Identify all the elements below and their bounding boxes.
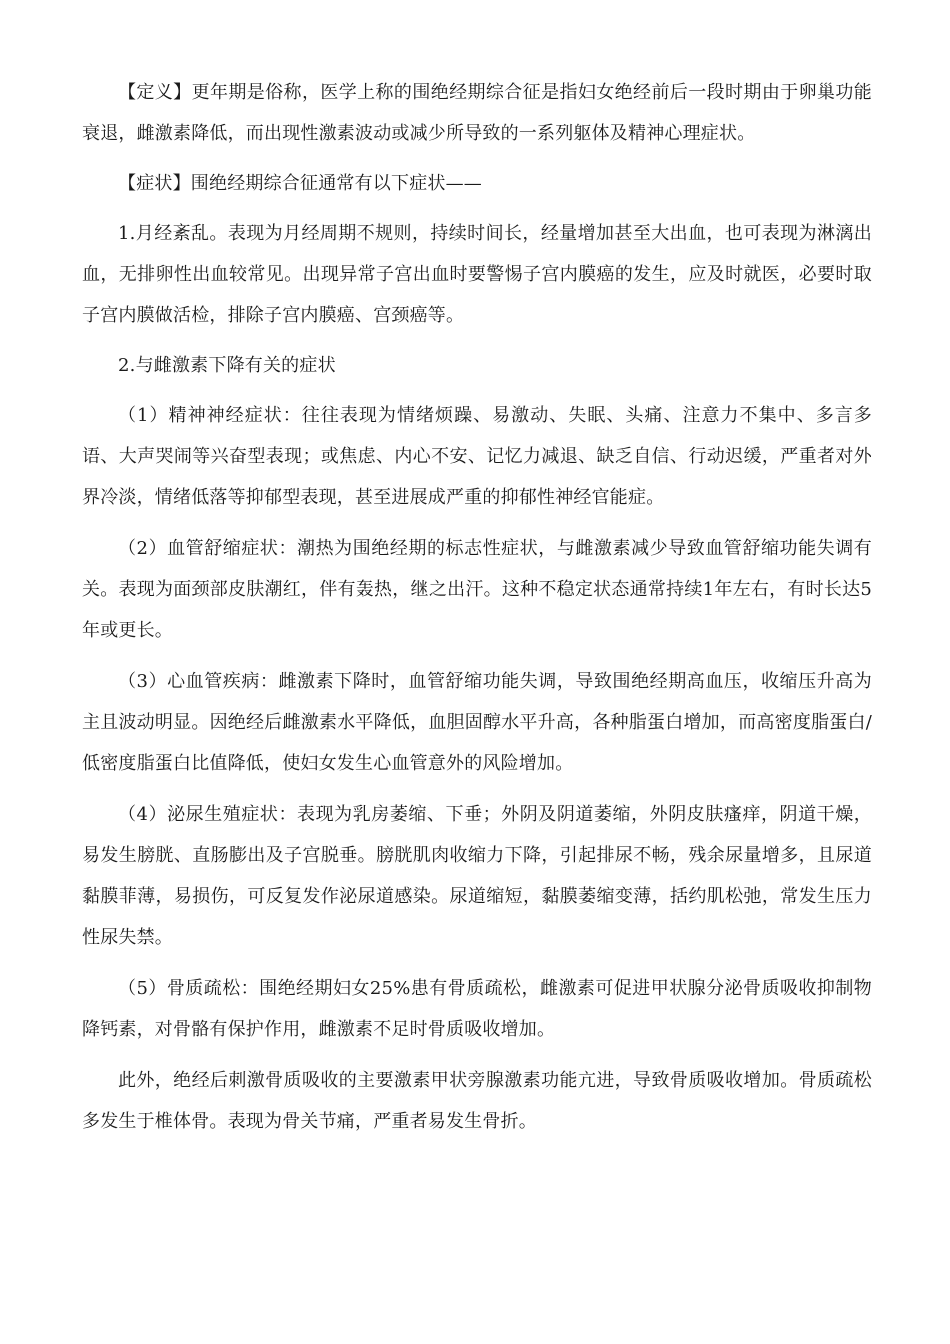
symptoms-heading: 【症状】围绝经期综合征通常有以下症状—— [118,173,482,194]
vasomotor-paragraph: （2）血管舒缩症状：潮热为围绝经期的标志性症状，与雌激素减少导致血管舒缩功能失调有关。表现为面颈部皮肤潮红，伴有轰热，继之出汗。这种不稳定状态通常持续1年左右，有时长达5年或更长。 [82,538,872,641]
osteoporosis-paragraph: （5）骨质疏松：围绝经期妇女25%患有骨质疏松，雌激素可促进甲状腺分泌骨质吸收抑制物降钙素，对骨骼有保护作用，雌激素不足时骨质吸收增加。 [82,978,872,1040]
estrogen-section-heading: 2.与雌激素下降有关的症状 [118,355,336,376]
additional-note-paragraph: 此外，绝经后刺激骨质吸收的主要激素甲状旁腺激素功能亢进，导致骨质吸收增加。骨质疏松多发生于椎体骨。表现为骨关节痛，严重者易发生骨折。 [82,1070,872,1132]
urogenital-paragraph: （4）泌尿生殖症状：表现为乳房萎缩、下垂；外阴及阴道萎缩，外阴皮肤瘙痒，阴道干燥，易发生膀胱、直肠膨出及子宫脱垂。膀胱肌肉收缩力下降，引起排尿不畅，残余尿量增多，且尿道黏膜菲薄，易损伤，可反复发作泌尿道感染。尿道缩短，黏膜萎缩变薄，括约肌松弛，常发生压力性尿失禁。 [82,804,872,948]
menstrual-disorder-paragraph: 1.月经紊乱。表现为月经周期不规则，持续时间长，经量增加甚至大出血，也可表现为淋漓出血，无排卵性出血较常见。出现异常子宫出血时要警惕子宫内膜癌的发生，应及时就医，必要时取子宫内膜做活检，排除子宫内膜癌、宫颈癌等。 [82,223,872,326]
definition-paragraph: 【定义】更年期是俗称，医学上称的围绝经期综合征是指妇女绝经前后一段时期由于卵巢功能衰退，雌激素降低，而出现性激素波动或减少所导致的一系列躯体及精神心理症状。 [82,82,872,144]
cardiovascular-paragraph: （3）心血管疾病：雌激素下降时，血管舒缩功能失调，导致围绝经期高血压，收缩压升高为主且波动明显。因绝经后雌激素水平降低，血胆固醇水平升高，各种脂蛋白增加，而高密度脂蛋白/低密度脂蛋白比值降低，使妇女发生心血管意外的风险增加。 [82,671,872,774]
neuropsychiatric-paragraph: （1）精神神经症状：往往表现为情绪烦躁、易激动、失眠、头痛、注意力不集中、多言多语、大声哭闹等兴奋型表现；或焦虑、内心不安、记忆力减退、缺乏自信、行动迟缓，严重者对外界冷淡，情绪低落等抑郁型表现，甚至进展成严重的抑郁性神经官能症。 [82,405,872,508]
document-body [82,72,872,1142]
